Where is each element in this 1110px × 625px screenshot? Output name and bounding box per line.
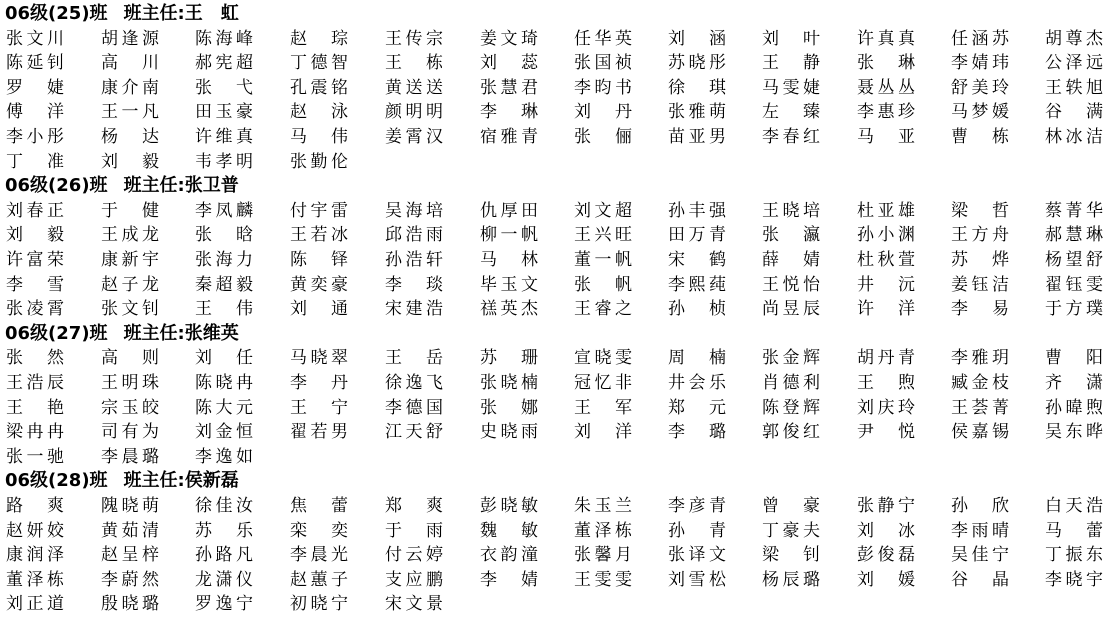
student-name: 张金辉 xyxy=(762,348,820,369)
student-name: 衣韵潼 xyxy=(480,545,538,566)
student-name: 张译文 xyxy=(668,545,726,566)
student-name: 刘 蕊 xyxy=(480,53,538,74)
student-name: 王晓培 xyxy=(762,200,820,221)
student-name: 李逸如 xyxy=(195,446,253,467)
student-name: 徐 琪 xyxy=(668,77,726,98)
student-name: 王 煦 xyxy=(857,373,915,393)
student-name: 刘文超 xyxy=(574,200,632,221)
class-header xyxy=(5,174,239,198)
student-name: 于方璞 xyxy=(1045,299,1103,320)
student-name: 舒美玲 xyxy=(951,77,1009,98)
student-name: 郝宪超 xyxy=(195,53,253,74)
student-name: 薛 婧 xyxy=(762,250,820,270)
student-name: 翟若男 xyxy=(290,422,348,443)
student-name: 蔡菁华 xyxy=(1045,200,1103,221)
student-name: 肖德利 xyxy=(762,373,820,393)
student-name: 张 晗 xyxy=(195,225,253,246)
student-name: 魏 敏 xyxy=(480,520,538,541)
student-name: 李彦青 xyxy=(668,496,726,516)
student-name: 任华英 xyxy=(574,28,632,49)
head-teacher-label: 班主任:王 虹 xyxy=(123,3,239,24)
student-name: 张静宁 xyxy=(857,496,915,516)
student-name: 梁 哲 xyxy=(951,200,1009,221)
student-name: 刘春正 xyxy=(6,200,64,221)
student-name: 翟钰雯 xyxy=(1045,274,1103,295)
student-name: 苏 珊 xyxy=(480,348,538,369)
student-name: 李 琰 xyxy=(385,274,443,295)
student-name: 杨望舒 xyxy=(1045,250,1103,270)
student-name: 谷 晶 xyxy=(951,569,1009,590)
student-name: 秦超毅 xyxy=(195,274,253,295)
student-name: 马晓翠 xyxy=(290,348,348,369)
class-label: 06级(25)班 xyxy=(5,3,108,24)
student-name: 苏 乐 xyxy=(195,520,253,541)
student-name: 张文川 xyxy=(6,28,64,49)
student-name: 陈晓冉 xyxy=(195,373,253,393)
student-name: 颜明明 xyxy=(385,102,443,123)
student-name: 周 楠 xyxy=(668,348,726,369)
student-name: 仇厚田 xyxy=(480,200,538,221)
student-name: 孙 青 xyxy=(668,520,726,541)
class-label: 06级(27)班 xyxy=(5,322,108,344)
student-name: 谷 满 xyxy=(1045,102,1103,123)
student-name: 王 岳 xyxy=(385,348,443,369)
student-name: 李惠珍 xyxy=(857,102,915,123)
student-name: 孙 欣 xyxy=(951,496,1009,516)
student-name: 曹 阳 xyxy=(1045,348,1103,369)
student-name: 赵妍姣 xyxy=(6,520,64,541)
class-header xyxy=(5,2,239,26)
student-name: 张 俪 xyxy=(574,127,632,147)
student-name: 李婧玮 xyxy=(951,53,1009,74)
student-name: 付宇雷 xyxy=(290,200,348,221)
student-name: 彭俊磊 xyxy=(857,545,915,566)
student-name: 刘 通 xyxy=(290,299,348,320)
student-name: 李 丹 xyxy=(290,373,348,393)
student-name: 李晨璐 xyxy=(101,446,159,467)
student-name: 郭俊红 xyxy=(762,422,820,443)
student-name: 王传宗 xyxy=(385,28,443,49)
student-name: 司有为 xyxy=(101,422,159,443)
student-name: 孙丰强 xyxy=(668,200,726,221)
student-name: 李 琳 xyxy=(480,102,538,123)
student-name: 刘雪松 xyxy=(668,569,726,590)
student-name: 曹 栋 xyxy=(951,127,1009,147)
student-name: 赵蕙子 xyxy=(290,569,348,590)
student-name: 郑 元 xyxy=(668,397,726,418)
student-name: 李 雪 xyxy=(6,274,64,295)
student-name: 刘 冰 xyxy=(857,520,915,541)
student-name: 许富荣 xyxy=(6,250,64,270)
student-name: 杨辰璐 xyxy=(762,569,820,590)
student-name: 初晓宁 xyxy=(290,594,348,615)
student-name: 付云婷 xyxy=(385,545,443,566)
student-name: 毕玉文 xyxy=(480,274,538,295)
student-name: 胡尊杰 xyxy=(1045,28,1103,49)
student-name: 张 瀛 xyxy=(762,225,820,246)
student-name: 张 琳 xyxy=(857,53,915,74)
student-name: 李晓宇 xyxy=(1045,569,1103,590)
student-name: 李昀书 xyxy=(574,77,632,98)
student-name: 王轶旭 xyxy=(1045,77,1103,98)
student-name: 王若冰 xyxy=(290,225,348,246)
student-name: 徐佳汝 xyxy=(195,496,253,516)
student-name: 黄送送 xyxy=(385,77,443,98)
student-name: 孙暐煦 xyxy=(1045,397,1103,418)
student-name: 傅 洋 xyxy=(6,102,64,123)
student-name: 任涵苏 xyxy=(951,28,1009,49)
student-name: 苏晓彤 xyxy=(668,53,726,74)
student-name: 陈 铎 xyxy=(290,250,348,270)
student-name: 康润泽 xyxy=(6,545,64,566)
student-name: 于 健 xyxy=(101,200,159,221)
student-name: 李雨晴 xyxy=(951,520,1009,541)
student-name: 张海力 xyxy=(195,250,253,270)
student-name: 许 洋 xyxy=(857,299,915,320)
student-name: 宋建浩 xyxy=(385,299,443,320)
student-name: 禚英杰 xyxy=(480,299,538,320)
student-name: 张慧君 xyxy=(480,77,538,98)
student-name: 刘 洋 xyxy=(574,422,632,443)
student-name: 马 亚 xyxy=(857,127,915,147)
student-name: 李雅玥 xyxy=(951,348,1009,369)
student-name: 彭晓敏 xyxy=(480,496,538,516)
student-name: 张一驰 xyxy=(6,446,64,467)
student-name: 赵 泳 xyxy=(290,102,348,123)
student-name: 张勤伦 xyxy=(290,151,348,172)
student-name: 李熙莼 xyxy=(668,274,726,295)
student-name: 史晓雨 xyxy=(480,422,538,443)
student-name: 王一凡 xyxy=(101,102,159,123)
student-name: 梁 钊 xyxy=(762,545,820,566)
student-name: 胡丹青 xyxy=(857,348,915,369)
student-name: 支应鹏 xyxy=(385,569,443,590)
student-name: 郝慧琳 xyxy=(1045,225,1103,246)
student-name: 王 宁 xyxy=(290,397,348,418)
student-name: 康新宇 xyxy=(101,250,159,270)
student-name: 刘正道 xyxy=(6,594,64,615)
student-name: 罗逸宁 xyxy=(195,594,253,615)
student-name: 龙潇仪 xyxy=(195,569,253,590)
student-name: 王睿之 xyxy=(574,299,632,320)
student-name: 张 娜 xyxy=(480,397,538,418)
student-name: 马雯婕 xyxy=(762,77,820,98)
student-name: 李小彤 xyxy=(6,127,64,147)
student-name: 丁振东 xyxy=(1045,545,1103,566)
student-name: 李凤麟 xyxy=(195,200,253,221)
student-name: 韦孝明 xyxy=(195,151,253,172)
student-name: 马 林 xyxy=(480,250,538,270)
student-name: 侯嘉锡 xyxy=(951,422,1009,443)
student-name: 林冰洁 xyxy=(1045,127,1103,147)
student-name: 田万青 xyxy=(668,225,726,246)
student-name: 李晨光 xyxy=(290,545,348,566)
student-name: 董泽栋 xyxy=(574,520,632,541)
student-name: 张文钊 xyxy=(101,299,159,320)
student-name: 朱玉兰 xyxy=(574,496,632,516)
student-name: 李蔚然 xyxy=(101,569,159,590)
student-name: 杜秋萱 xyxy=(857,250,915,270)
student-name: 李春红 xyxy=(762,127,820,147)
head-teacher-label: 班主任:张维英 xyxy=(123,322,239,344)
student-name: 苗亚男 xyxy=(668,127,726,147)
student-name: 张凌霄 xyxy=(6,299,64,320)
head-teacher-label: 班主任:张卫普 xyxy=(123,175,239,197)
student-name: 张 然 xyxy=(6,348,64,369)
student-name: 江天舒 xyxy=(385,422,443,443)
student-name: 井会乐 xyxy=(668,373,726,393)
student-name: 隗晓萌 xyxy=(101,496,159,516)
student-name: 杨 达 xyxy=(101,127,159,147)
student-name: 董泽栋 xyxy=(6,569,64,590)
student-name: 宋 鹤 xyxy=(668,250,726,270)
head-teacher-label: 班主任:侯新磊 xyxy=(123,470,239,492)
student-name: 孔震铭 xyxy=(290,77,348,98)
student-name: 刘金恒 xyxy=(195,422,253,443)
student-name: 许真真 xyxy=(857,28,915,49)
student-name: 梁冉冉 xyxy=(6,422,64,443)
student-name: 公泽远 xyxy=(1045,53,1103,74)
student-name: 黄奕豪 xyxy=(290,274,348,295)
student-name: 井 沅 xyxy=(857,274,915,295)
student-name: 王 静 xyxy=(762,53,820,74)
class-label: 06级(28)班 xyxy=(5,470,108,492)
student-name: 殷晓璐 xyxy=(101,594,159,615)
student-name: 姜霄汉 xyxy=(385,127,443,147)
student-name: 柳一帆 xyxy=(480,225,538,246)
student-name: 赵 琮 xyxy=(290,28,348,49)
student-name: 李 璐 xyxy=(668,422,726,443)
student-name: 王明珠 xyxy=(101,373,159,393)
student-name: 张 弋 xyxy=(195,77,253,98)
student-name: 孙小渊 xyxy=(857,225,915,246)
student-name: 张雅萌 xyxy=(668,102,726,123)
student-name: 杜亚雄 xyxy=(857,200,915,221)
student-name: 齐 潇 xyxy=(1045,373,1103,393)
student-name: 王成龙 xyxy=(101,225,159,246)
student-name: 赵子龙 xyxy=(101,274,159,295)
student-name: 孙 桢 xyxy=(668,299,726,320)
student-name: 陈大元 xyxy=(195,397,253,418)
student-name: 王兴旺 xyxy=(574,225,632,246)
student-name: 王荟菁 xyxy=(951,397,1009,418)
student-name: 许维真 xyxy=(195,127,253,147)
student-name: 王雯雯 xyxy=(574,569,632,590)
student-name: 马 蕾 xyxy=(1045,520,1103,541)
student-name: 罗 婕 xyxy=(6,77,64,98)
student-name: 康介南 xyxy=(101,77,159,98)
student-name: 孙路凡 xyxy=(195,545,253,566)
student-name: 黄茹清 xyxy=(101,520,159,541)
student-name: 刘 丹 xyxy=(574,102,632,123)
student-name: 宣晓雯 xyxy=(574,348,632,369)
student-name: 陈海峰 xyxy=(195,28,253,49)
student-name: 尹 悦 xyxy=(857,422,915,443)
student-name: 高 川 xyxy=(101,53,159,74)
student-name: 臧金枝 xyxy=(951,373,1009,393)
student-name: 张晓楠 xyxy=(480,373,538,393)
student-name: 姜文琦 xyxy=(480,28,538,49)
student-name: 宗玉皎 xyxy=(101,397,159,418)
student-name: 刘 涵 xyxy=(668,28,726,49)
student-name: 马梦媛 xyxy=(951,102,1009,123)
student-name: 陈延钊 xyxy=(6,53,64,74)
student-name: 李德国 xyxy=(385,397,443,418)
student-name: 张 帆 xyxy=(574,274,632,295)
student-name: 尚昱辰 xyxy=(762,299,820,320)
student-name: 丁豪夫 xyxy=(762,520,820,541)
student-name: 张国祯 xyxy=(574,53,632,74)
student-name: 李 婧 xyxy=(480,569,538,590)
student-name: 王悦怡 xyxy=(762,274,820,295)
student-name: 胡逢源 xyxy=(101,28,159,49)
student-name: 丁 准 xyxy=(6,151,64,172)
student-name: 左 臻 xyxy=(762,102,820,123)
student-name: 高 则 xyxy=(101,348,159,369)
class-label: 06级(26)班 xyxy=(5,175,108,197)
student-name: 聂丛丛 xyxy=(857,77,915,98)
student-name: 徐逸飞 xyxy=(385,373,443,393)
student-name: 吴海培 xyxy=(385,200,443,221)
student-name: 曾 豪 xyxy=(762,496,820,516)
student-name: 姜钰洁 xyxy=(951,274,1009,295)
student-name: 冠忆非 xyxy=(574,373,632,393)
student-name: 白天浩 xyxy=(1045,496,1103,516)
student-name: 焦 蕾 xyxy=(290,496,348,516)
student-name: 苏 烨 xyxy=(951,250,1009,270)
student-name: 郑 爽 xyxy=(385,496,443,516)
student-name: 王 军 xyxy=(574,397,632,418)
student-name: 马 伟 xyxy=(290,127,348,147)
student-name: 王浩辰 xyxy=(6,373,64,393)
student-name: 宿雅青 xyxy=(480,127,538,147)
student-name: 李 易 xyxy=(951,299,1009,320)
class-header xyxy=(5,322,239,346)
student-name: 王方舟 xyxy=(951,225,1009,246)
student-name: 陈登辉 xyxy=(762,397,820,418)
student-name: 刘 叶 xyxy=(762,28,820,49)
student-name: 邱浩雨 xyxy=(385,225,443,246)
student-name: 田玉豪 xyxy=(195,102,253,123)
student-name: 王 伟 xyxy=(195,299,253,320)
student-name: 刘 毅 xyxy=(6,225,64,246)
student-name: 刘庆玲 xyxy=(857,397,915,418)
student-name: 张馨月 xyxy=(574,545,632,566)
student-name: 刘 媛 xyxy=(857,569,915,590)
student-name: 刘 毅 xyxy=(101,151,159,172)
student-name: 栾 奕 xyxy=(290,520,348,541)
student-name: 路 爽 xyxy=(6,496,64,516)
student-name: 孙浩轩 xyxy=(385,250,443,270)
student-name: 刘 任 xyxy=(195,348,253,369)
student-name: 于 雨 xyxy=(385,520,443,541)
student-name: 丁德智 xyxy=(290,53,348,74)
student-name: 赵呈梓 xyxy=(101,545,159,566)
student-name: 王 艳 xyxy=(6,397,64,418)
student-name: 董一帆 xyxy=(574,250,632,270)
student-name: 吴东晔 xyxy=(1045,422,1103,443)
student-name: 吴佳宁 xyxy=(951,545,1009,566)
class-header xyxy=(5,469,239,493)
student-name: 宋文景 xyxy=(385,594,443,615)
student-name: 王 栋 xyxy=(385,53,443,74)
